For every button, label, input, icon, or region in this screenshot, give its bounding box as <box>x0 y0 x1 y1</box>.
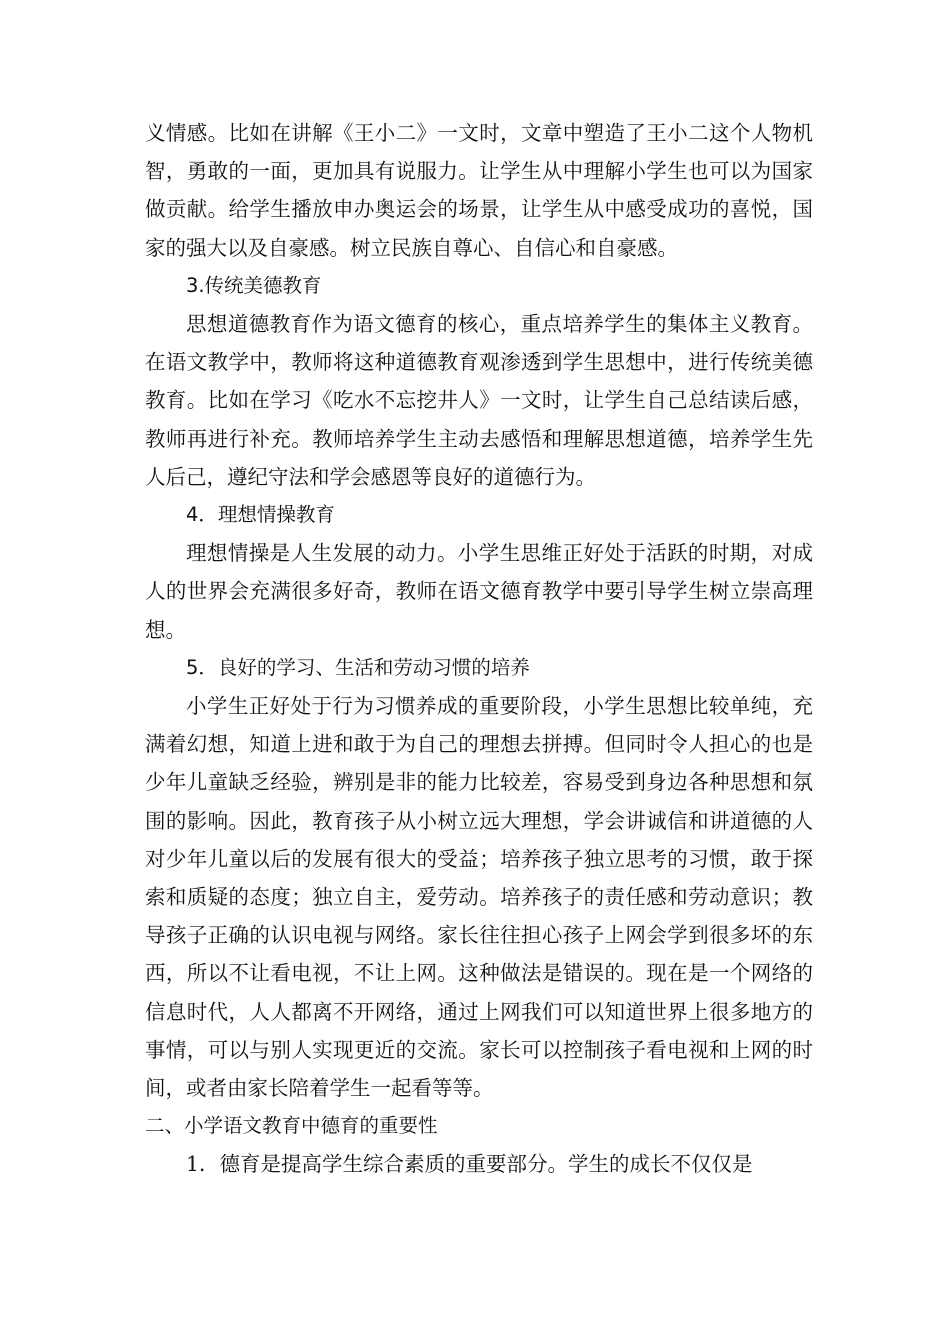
heading-traditional-virtue-education: 3.传统美德教育 <box>185 273 322 297</box>
heading-ideal-sentiment-education: 4．理想情操教育 <box>185 503 335 527</box>
paragraph-patriotism-continued: 义情感。比如在讲解《王小二》一文时，文章中塑造了王小二这个人物机智，勇敢的一面，更加具有说服力。让学生从中理解小学生也可以为国家做贡献。给学生播放申办奥运会的场景，让学生从中感受成功的喜悦，国家的强大以及自豪感。树立民族自尊心、自信心和自豪感。 <box>145 121 813 260</box>
paragraph-good-habits: 小学生正好处于行为习惯养成的重要阶段，小学生思想比较单纯，充满着幻想，知道上进和敢于为自己的理想去拼搏。但同时令人担心的也是少年儿童缺乏经验，辨别是非的能力比较差，容易受到身边各种思想和氛围的影响。因此，教育孩子从小树立远大理想，学会讲诚信和讲道德的人对少年儿童以后的发展有很大的受益；培养孩子独立思考的习惯，敢于探索和质疑的态度；独立自主，爱劳动。培养孩子的责任感和劳动意识；教导孩子正确的认识电视与网络。家长往往担心孩子上网会学到很多坏的东西，所以不让看电视，不让上网。这种做法是错误的。现在是一个网络的信息时代，人人都离不开网络，通过上网我们可以知道世界上很多地方的事情，可以与别人实现更近的交流。家长可以控制孩子看电视和上网的时间，或者由家长陪着学生一起看等等。 <box>145 694 813 1101</box>
document-body <box>145 114 813 1184</box>
paragraph-traditional-virtue: 思想道德教育作为语文德育的核心，重点培养学生的集体主义教育。在语文教学中，教师将这种道德教育观渗透到学生思想中，进行传统美德教育。比如在学习《吃水不忘挖井人》一文时，让学生自己总结读后感，教师再进行补充。教师培养学生主动去感悟和理解思想道德，培养学生先人后己，遵纪守法和学会感恩等良好的道德行为。 <box>145 312 813 489</box>
section-heading-importance-of-moral-education: 二、小学语文教育中德育的重要性 <box>145 1114 438 1138</box>
paragraph-ideal-sentiment: 理想情操是人生发展的动力。小学生思维正好处于活跃的时期，对成人的世界会充满很多好奇，教师在语文德育教学中要引导学生树立崇高理想。 <box>145 541 813 642</box>
paragraph-comprehensive-quality: 1．德育是提高学生综合素质的重要部分。学生的成长不仅仅是 <box>186 1152 753 1177</box>
heading-good-habits: 5．良好的学习、生活和劳动习惯的培养 <box>185 655 530 679</box>
